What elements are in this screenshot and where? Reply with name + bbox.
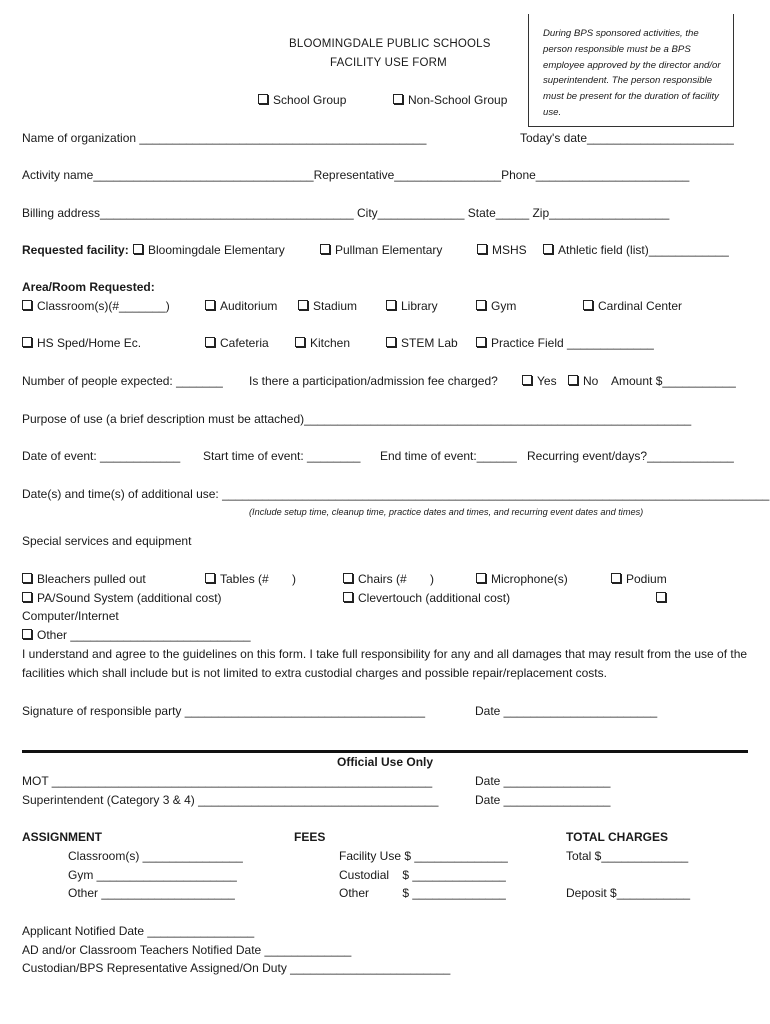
checkbox-icon[interactable] <box>343 573 353 583</box>
school-group-option[interactable] <box>258 93 346 108</box>
checkbox-icon[interactable] <box>205 337 215 347</box>
checkbox-icon[interactable] <box>22 573 32 583</box>
area-option-label: Classroom(s)(#_______) <box>37 299 170 313</box>
checkbox-icon[interactable] <box>656 592 666 602</box>
checkbox-icon[interactable] <box>22 337 32 347</box>
superintendent-field[interactable]: Superintendent (Category 3 & 4) ____________________________________ <box>22 793 439 807</box>
service-label: Tables (# ) <box>220 572 297 586</box>
fees-title: FEES <box>294 830 326 844</box>
org-name-field[interactable]: Name of organization ___________________________________________ <box>22 131 427 145</box>
checkbox-icon[interactable] <box>22 629 32 639</box>
checkbox-icon[interactable] <box>258 94 268 104</box>
purpose-field[interactable]: Purpose of use (a brief description must be attached)__________________________________________________________ <box>22 412 692 426</box>
area-option[interactable] <box>386 299 438 314</box>
non-school-group-option[interactable] <box>393 93 507 108</box>
event-date-field[interactable]: Date of event: ____________ <box>22 449 181 463</box>
checkbox-icon[interactable] <box>386 337 396 347</box>
fee-custodial-field[interactable]: Custodial $ ______________ <box>339 868 506 882</box>
fee-yes-label: Yes <box>537 374 557 388</box>
area-option[interactable] <box>295 336 350 351</box>
todays-date-field[interactable]: Today's date______________________ <box>520 131 734 145</box>
fee-no-option[interactable] <box>568 374 598 389</box>
area-option-label: Practice Field _____________ <box>491 336 654 350</box>
activity-rep-phone-fields[interactable]: Activity name_________________________________Representative________________Phone_______________________ <box>22 168 690 182</box>
checkbox-icon[interactable] <box>611 573 621 583</box>
service-label: Bleachers pulled out <box>37 572 146 586</box>
facility-option[interactable] <box>320 243 442 258</box>
checkbox-icon[interactable] <box>393 94 403 104</box>
checkbox-icon[interactable] <box>205 573 215 583</box>
mot-date-field[interactable]: Date ________________ <box>475 774 611 788</box>
area-option-label: Cardinal Center <box>598 299 683 313</box>
assignment-classroom-field[interactable]: Classroom(s) _______________ <box>68 849 243 863</box>
requested-facility-label: Requested facility: <box>22 243 129 257</box>
service-label: PA/Sound System (additional cost) <box>37 591 222 605</box>
service-option[interactable] <box>343 591 510 606</box>
area-option[interactable] <box>22 336 141 351</box>
people-expected-field[interactable]: Number of people expected: _______ <box>22 374 223 388</box>
checkbox-icon[interactable] <box>476 573 486 583</box>
checkbox-icon[interactable] <box>22 300 32 310</box>
service-option[interactable] <box>22 572 146 587</box>
facility-option[interactable] <box>543 243 729 258</box>
area-option[interactable] <box>22 299 170 314</box>
service-label: Microphone(s) <box>491 572 568 586</box>
area-option[interactable] <box>298 299 357 314</box>
services-title: Special services and equipment <box>22 534 192 548</box>
checkbox-icon[interactable] <box>205 300 215 310</box>
area-option-label: Kitchen <box>310 336 351 350</box>
section-divider <box>22 750 748 753</box>
checkbox-icon[interactable] <box>568 375 578 385</box>
official-use-title: Official Use Only <box>337 755 434 769</box>
recurring-field[interactable]: Recurring event/days?_____________ <box>527 449 734 463</box>
deposit-field[interactable]: Deposit $___________ <box>566 886 691 900</box>
facility-option[interactable] <box>477 243 527 258</box>
fee-facility-field[interactable]: Facility Use $ ______________ <box>339 849 508 863</box>
school-group-label: School Group <box>273 93 347 107</box>
checkbox-icon[interactable] <box>343 592 353 602</box>
total-field[interactable]: Total $_____________ <box>566 849 689 863</box>
facility-option[interactable] <box>133 243 285 258</box>
service-label: Podium <box>626 572 667 586</box>
fee-no-label: No <box>583 374 599 388</box>
applicant-notified-field[interactable]: Applicant Notified Date ________________ <box>22 924 255 938</box>
area-option-label: Stadium <box>313 299 358 313</box>
area-option[interactable] <box>205 336 269 351</box>
checkbox-icon[interactable] <box>320 244 330 254</box>
school-district-title: BLOOMINGDALE PUBLIC SCHOOLS <box>289 38 491 50</box>
assignment-other-field[interactable]: Other ____________________ <box>68 886 235 900</box>
assignment-gym-field[interactable]: Gym _____________________ <box>68 868 237 882</box>
area-option-label: HS Sped/Home Ec. <box>37 336 142 350</box>
area-option-label: Library <box>401 299 438 313</box>
checkbox-icon[interactable] <box>522 375 532 385</box>
fee-amount-field[interactable]: Amount $___________ <box>611 374 736 388</box>
custodian-assigned-field[interactable]: Custodian/BPS Representative Assigned/On Duty ________________________ <box>22 961 451 975</box>
service-option[interactable] <box>343 572 434 587</box>
total-charges-title: TOTAL CHARGES <box>566 830 669 844</box>
end-time-field[interactable]: End time of event:______ <box>380 449 517 463</box>
assignment-title: ASSIGNMENT <box>22 830 103 844</box>
signature-date-field[interactable]: Date _______________________ <box>475 704 658 718</box>
responsibility-note-text: During BPS sponsored activities, the person responsible must be a BPS employee approved by the director and/or superintendent. The person responsible must be present for the duration of facility use. <box>543 28 721 118</box>
area-option[interactable] <box>583 299 682 314</box>
area-option-label: Gym <box>491 299 517 313</box>
checkbox-icon[interactable] <box>133 244 143 254</box>
signature-field[interactable]: Signature of responsible party ____________________________________ <box>22 704 426 718</box>
superintendent-date-field[interactable]: Date ________________ <box>475 793 611 807</box>
facility-option-label: Bloomingdale Elementary <box>148 243 285 257</box>
start-time-field[interactable]: Start time of event: ________ <box>203 449 361 463</box>
checkbox-icon[interactable] <box>543 244 553 254</box>
facility-option-label: MSHS <box>492 243 527 257</box>
checkbox-icon[interactable] <box>476 337 486 347</box>
responsibility-note-box <box>528 14 734 127</box>
area-option-label: Cafeteria <box>220 336 269 350</box>
fee-question: Is there a participation/admission fee charged? <box>249 374 498 388</box>
non-school-group-label: Non-School Group <box>408 93 508 107</box>
checkbox-icon[interactable] <box>583 300 593 310</box>
checkbox-icon[interactable] <box>476 300 486 310</box>
area-option[interactable] <box>476 299 516 314</box>
fee-other-field[interactable]: Other $ ______________ <box>339 886 506 900</box>
ad-notified-field[interactable]: AD and/or Classroom Teachers Notified Date _____________ <box>22 943 352 957</box>
checkbox-icon[interactable] <box>22 592 32 602</box>
service-option[interactable] <box>611 572 667 587</box>
checkbox-icon[interactable] <box>477 244 487 254</box>
computer-checkbox[interactable] <box>656 591 671 606</box>
checkbox-icon[interactable] <box>295 337 305 347</box>
checkbox-icon[interactable] <box>386 300 396 310</box>
area-option[interactable] <box>205 299 277 314</box>
additional-use-hint: (Include setup time, cleanup time, practice dates and times, and recurring event dates and times) <box>249 507 644 517</box>
facility-option-label: Athletic field (list)____________ <box>558 243 729 257</box>
billing-address-fields[interactable]: Billing address______________________________________ City_____________ State_____ Zip__________________ <box>22 206 670 220</box>
facility-option-label: Pullman Elementary <box>335 243 443 257</box>
area-option[interactable] <box>476 336 654 351</box>
service-option[interactable] <box>22 628 251 643</box>
area-option-label: Auditorium <box>220 299 278 313</box>
service-option[interactable] <box>205 572 296 587</box>
area-room-label: Area/Room Requested: <box>22 280 155 294</box>
mot-field[interactable]: MOT _________________________________________________________ <box>22 774 433 788</box>
service-label: Clevertouch (additional cost) <box>358 591 511 605</box>
computer-internet-label: Computer/Internet <box>22 609 119 623</box>
area-option[interactable] <box>386 336 458 351</box>
agreement-text: I understand and agree to the guidelines on this form. I take full responsibility for any and all damages that may result from the use of the facilities which shall include but is not limited to extra custodial charges and possible repair/replacement costs. <box>22 647 748 680</box>
area-option-label: STEM Lab <box>401 336 458 350</box>
checkbox-icon[interactable] <box>298 300 308 310</box>
additional-use-field[interactable]: Date(s) and time(s) of additional use: __________________________________________________________________________________ <box>22 487 770 501</box>
service-other-field[interactable]: Other ___________________________ <box>37 628 251 642</box>
service-option[interactable] <box>476 572 568 587</box>
fee-yes-option[interactable] <box>522 374 557 389</box>
form-title: FACILITY USE FORM <box>330 57 447 69</box>
service-option[interactable] <box>22 591 222 606</box>
service-label: Chairs (# ) <box>358 572 435 586</box>
